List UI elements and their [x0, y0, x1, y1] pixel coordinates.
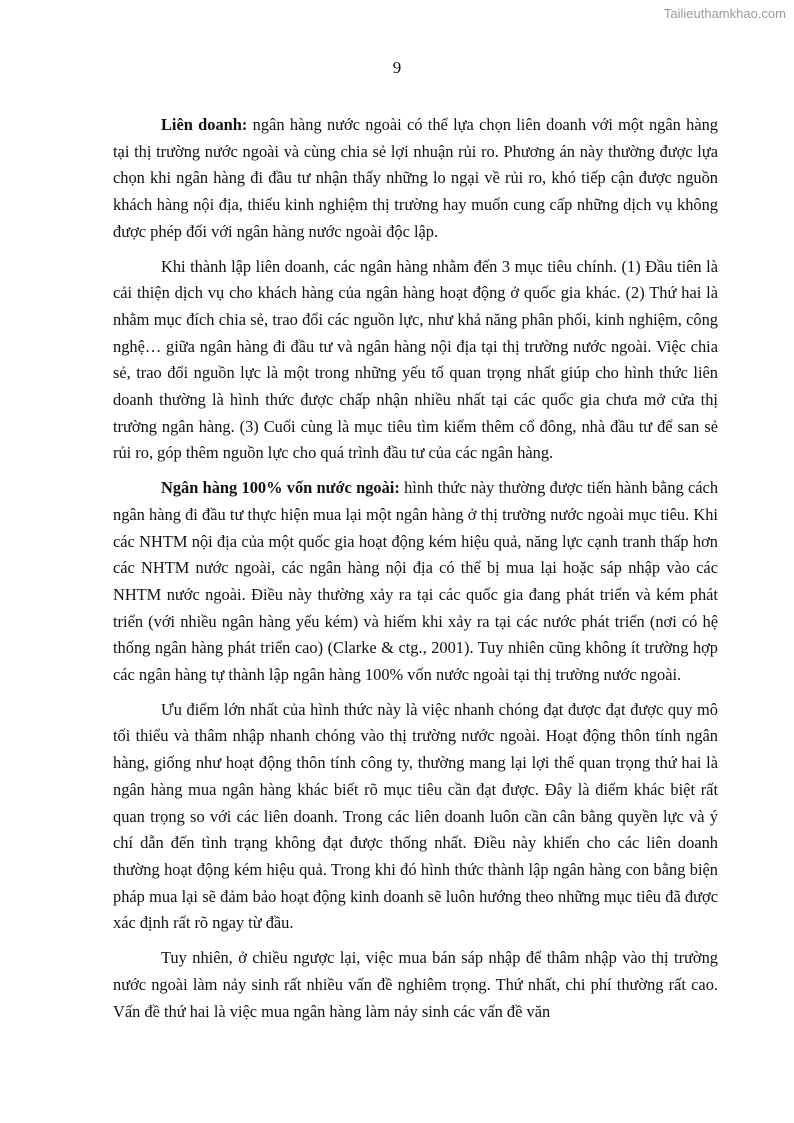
paragraph-text: hình thức này thường được tiến hành bằng cách ngân hàng đi đầu tư thực hiện mua lại một ngân hàng ở thị trường nước ngoài mục tiêu. Khi các NHTM nội địa của một quốc gia hoạt động kém hiệu quả, năng lực cạnh tranh thấp hơn các NHTM nước ngoài, các ngân hàng nội địa có thể bị mua lại hoặc sáp nhập vào các NHTM nước ngoài. Điều này thường xảy ra tại các quốc gia đang phát triển và kém phát triển (với nhiều ngân hàng yếu kém) và hiếm khi xảy ra tại các nước phát triển (nơi có hệ thống ngân hàng phát triển cao) (Clarke & ctg., 2001). Tuy nhiên cũng không ít trường hợp các ngân hàng tự thành lập ngân hàng 100% vốn nước ngoài tại thị trường nước ngoài. [113, 478, 719, 685]
watermark-text: Tailieuthamkhao.com [663, 6, 786, 21]
paragraph-joint-venture [113, 112, 718, 246]
paragraph-text: Ưu điểm lớn nhất của hình thức này là việc nhanh chóng đạt được đạt được quy mô tối thiểu và thâm nhập nhanh chóng vào thị trường nước ngoài. Hoạt động thôn tính ngân hàng, giống như hoạt động thôn tính công ty, thường mang lại lợi thế quan trọng thứ hai là ngân hàng mua ngân hàng khác biết rõ mục tiêu cần đạt được. Đây là điểm khác biệt rất quan trọng so với các liên doanh. Trong các liên doanh luôn cần cân bằng quyền lực và ý chí dẫn đến tình trạng không đạt được thống nhất. Điều này khiến cho các liên doanh thường hoạt động kém hiệu quả. Trong khi đó hình thức thành lập ngân hàng con bằng biện pháp mua lại sẽ đảm bảo hoạt động kinh doanh sẽ luôn hướng theo những mục tiêu đã được xác định rất rõ ngay từ đầu. [113, 699, 718, 933]
page-number: 9 [392, 58, 402, 77]
paragraph-text: Khi thành lập liên doanh, các ngân hàng nhằm đến 3 mục tiêu chính. (1) Đầu tiên là cải thiện dịch vụ cho khách hàng của ngân hàng hoạt động ở quốc gia khác. (2) Thứ hai là nhằm mục đích chia sẻ, trao đổi các nguồn lực, như khả năng phân phối, kinh nghiệm, công nghệ… giữa ngân hàng đi đầu tư và ngân hàng nội địa tại thị trường nước ngoài. Việc chia sẻ, trao đổi nguồn lực là một trong những yếu tố quan trọng nhất giúp cho hình thức liên doanh thường là hình thức được chấp nhận nhiều nhất tại các quốc gia chưa mở cửa thị trường ngân hàng. (3) Cuối cùng là mục tiêu tìm kiếm thêm cổ đông, nhà đầu tư để san sẻ rủi ro, góp thêm nguồn lực cho quá trình đầu tư của các ngân hàng. [113, 256, 718, 463]
paragraph-advantages [113, 697, 718, 937]
paragraph-joint-venture-goals [113, 254, 718, 468]
paragraph-wholly-foreign-owned [113, 475, 718, 689]
paragraph-lead-bold: Ngân hàng 100% vốn nước ngoài: [161, 478, 400, 498]
paragraph-disadvantages [113, 945, 718, 1025]
paragraph-text: ngân hàng nước ngoài có thể lựa chọn liên doanh với một ngân hàng tại thị trường nước ngoài và cùng chia sẻ lợi nhuận rủi ro. Phương án này thường được lựa chọn khi ngân hàng đi đầu tư nhận thấy những lo ngại về rủi ro, khó tiếp cận được nguồn khách hàng nội địa, thiếu kinh nghiệm thị trường hay muốn cung cấp những dịch vụ không được phép đối với ngân hàng nước ngoài độc lập. [113, 115, 718, 241]
paragraph-text: Tuy nhiên, ở chiều ngược lại, việc mua bán sáp nhập để thâm nhập vào thị trường nước ngoài làm nảy sinh rất nhiều vấn đề nghiêm trọng. Thứ nhất, chi phí thường rất cao. Vấn đề thứ hai là việc mua ngân hàng làm nảy sinh các vấn đề văn [113, 948, 718, 1021]
paragraph-lead-bold: Liên doanh: [161, 115, 248, 134]
document-body [113, 112, 718, 1033]
